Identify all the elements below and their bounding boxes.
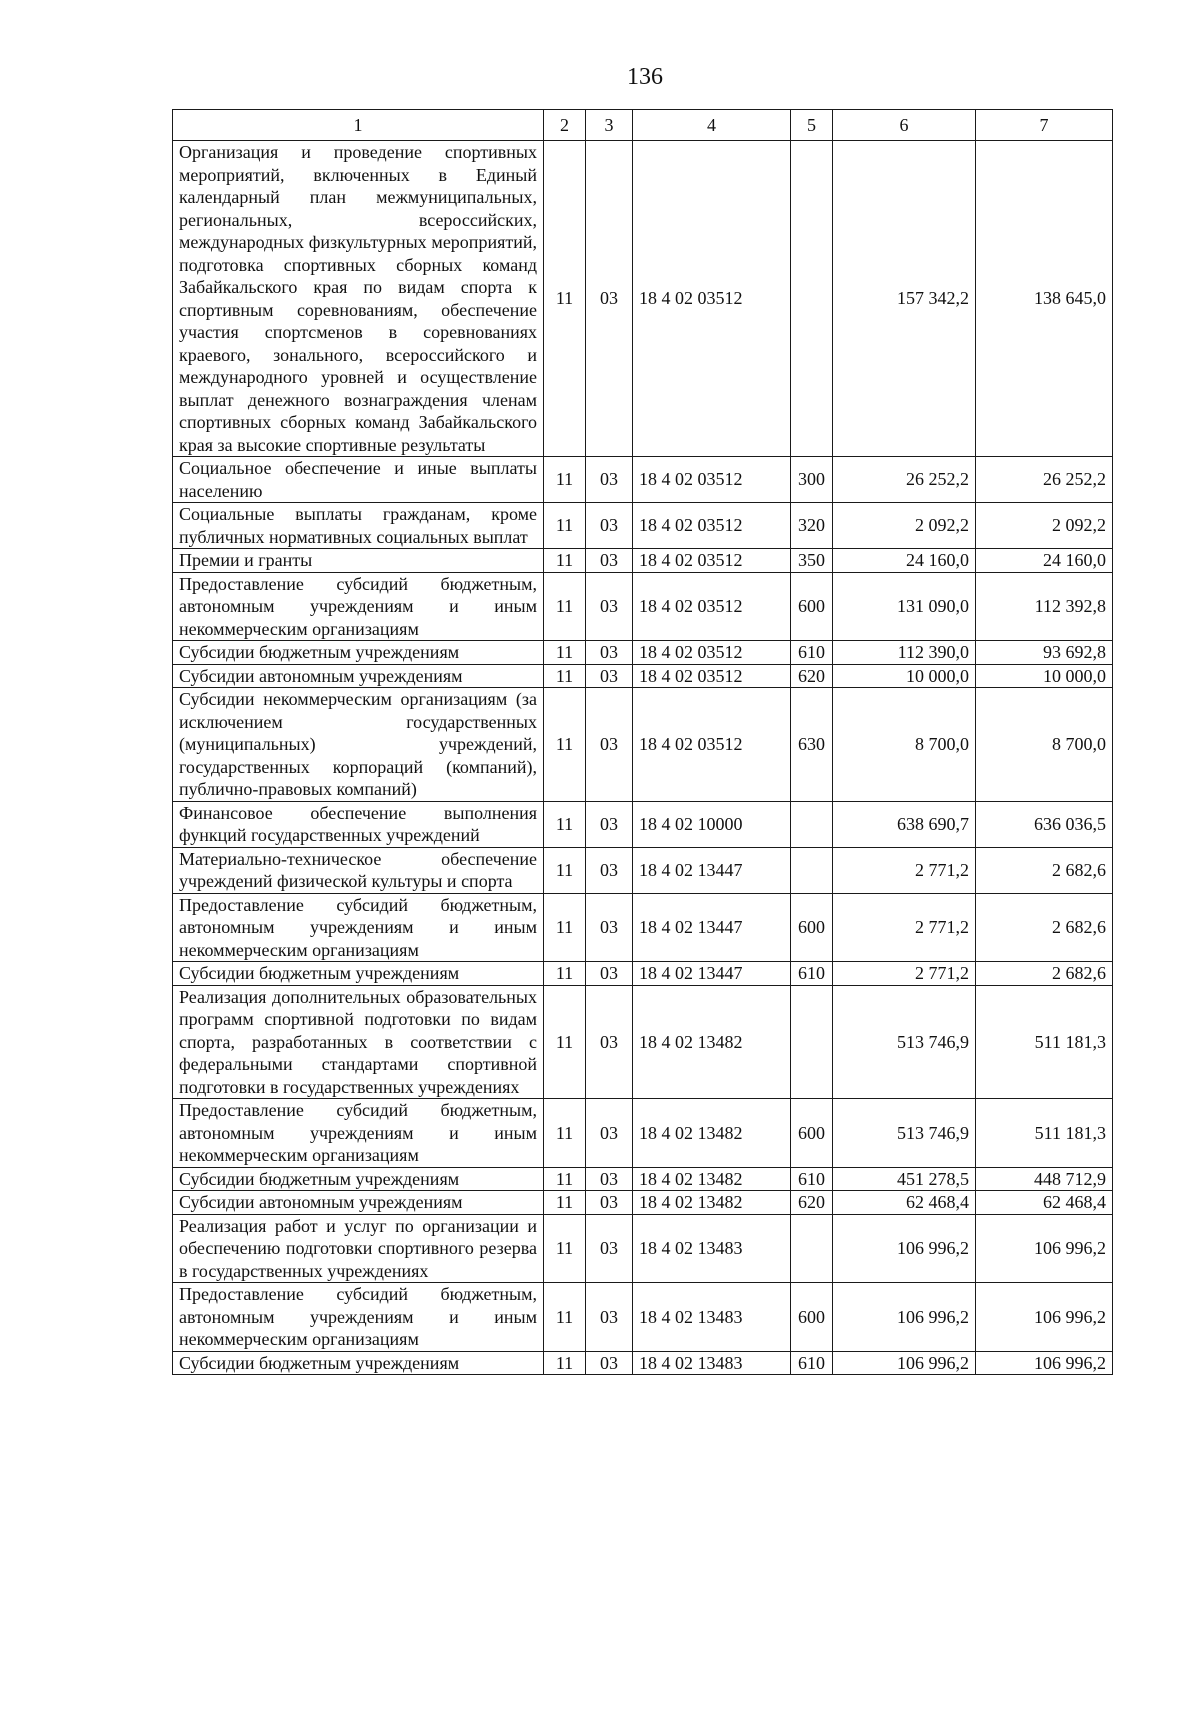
amount-column-6: 106 996,2 <box>833 1214 976 1283</box>
table-body <box>173 141 1113 1375</box>
amount-column-6: 638 690,7 <box>833 801 976 847</box>
section-code: 11 <box>544 847 586 893</box>
target-article-code: 18 4 02 13447 <box>633 962 791 986</box>
expense-type-code: 630 <box>791 688 833 802</box>
amount-column-7: 10 000,0 <box>976 664 1113 688</box>
subsection-code: 03 <box>586 1351 633 1375</box>
expense-name: Субсидии бюджетным учреждениям <box>173 1351 544 1375</box>
amount-column-6: 2 092,2 <box>833 503 976 549</box>
subsection-code: 03 <box>586 572 633 641</box>
amount-column-7: 2 092,2 <box>976 503 1113 549</box>
section-code: 11 <box>544 503 586 549</box>
amount-column-7: 636 036,5 <box>976 801 1113 847</box>
subsection-code: 03 <box>586 641 633 665</box>
expense-name: Предоставление субсидий бюджетным, автономным учреждениям и иным некоммерческим организациям <box>173 572 544 641</box>
amount-column-6: 62 468,4 <box>833 1191 976 1215</box>
column-header: 4 <box>633 110 791 141</box>
table-row <box>173 893 1113 962</box>
expense-name: Субсидии бюджетным учреждениям <box>173 1167 544 1191</box>
column-header: 2 <box>544 110 586 141</box>
expense-name: Организация и проведение спортивных мероприятий, включенных в Единый календарный план межмуниципальных, региональных, всероссийских, международных физкультурных мероприятий, подготовка спортивных сборных команд Забайкальского края по видам спорта к спортивным соревнованиям, обеспечение участия спортсменов в соревнованиях краевого, зонального, всероссийского и международного уровней и осуществление выплат денежного вознаграждения членам спортивных сборных команд Забайкальского края за высокие спортивные результаты <box>173 141 544 457</box>
expense-name: Субсидии бюджетным учреждениям <box>173 641 544 665</box>
amount-column-7: 2 682,6 <box>976 847 1113 893</box>
target-article-code: 18 4 02 13482 <box>633 1191 791 1215</box>
table-row <box>173 688 1113 802</box>
section-code: 11 <box>544 549 586 573</box>
section-code: 11 <box>544 801 586 847</box>
expense-type-code: 610 <box>791 1167 833 1191</box>
expense-type-code: 600 <box>791 572 833 641</box>
subsection-code: 03 <box>586 503 633 549</box>
expense-name: Субсидии некоммерческим организациям (за исключением государственных (муниципальных) учреждений, государственных корпораций (компаний), публично-правовых компаний) <box>173 688 544 802</box>
table-row <box>173 503 1113 549</box>
expense-type-code: 610 <box>791 1351 833 1375</box>
subsection-code: 03 <box>586 985 633 1099</box>
table-row <box>173 457 1113 503</box>
target-article-code: 18 4 02 13483 <box>633 1214 791 1283</box>
expense-name: Социальное обеспечение и иные выплаты населению <box>173 457 544 503</box>
table-row <box>173 1099 1113 1168</box>
amount-column-6: 112 390,0 <box>833 641 976 665</box>
amount-column-6: 513 746,9 <box>833 1099 976 1168</box>
expense-name: Материально-техническое обеспечение учреждений физической культуры и спорта <box>173 847 544 893</box>
expense-name: Предоставление субсидий бюджетным, автономным учреждениям и иным некоммерческим организациям <box>173 1283 544 1352</box>
expense-type-code: 600 <box>791 893 833 962</box>
amount-column-6: 10 000,0 <box>833 664 976 688</box>
table-row <box>173 1191 1113 1215</box>
amount-column-7: 93 692,8 <box>976 641 1113 665</box>
column-header: 5 <box>791 110 833 141</box>
amount-column-7: 511 181,3 <box>976 1099 1113 1168</box>
table-row <box>173 572 1113 641</box>
subsection-code: 03 <box>586 847 633 893</box>
table-header-row <box>173 110 1113 141</box>
expense-type-code <box>791 985 833 1099</box>
section-code: 11 <box>544 688 586 802</box>
amount-column-7: 2 682,6 <box>976 962 1113 986</box>
column-header: 1 <box>173 110 544 141</box>
expense-type-code: 620 <box>791 664 833 688</box>
amount-column-7: 511 181,3 <box>976 985 1113 1099</box>
section-code: 11 <box>544 1167 586 1191</box>
table-row <box>173 1214 1113 1283</box>
amount-column-6: 157 342,2 <box>833 141 976 457</box>
expense-name: Реализация дополнительных образовательных программ спортивной подготовки по видам спорта, разработанных в соответствии с федеральными стандартами спортивной подготовки в государственных учреждениях <box>173 985 544 1099</box>
subsection-code: 03 <box>586 1191 633 1215</box>
target-article-code: 18 4 02 13482 <box>633 1099 791 1168</box>
target-article-code: 18 4 02 03512 <box>633 549 791 573</box>
target-article-code: 18 4 02 03512 <box>633 503 791 549</box>
target-article-code: 18 4 02 13447 <box>633 893 791 962</box>
target-article-code: 18 4 02 13482 <box>633 985 791 1099</box>
subsection-code: 03 <box>586 801 633 847</box>
subsection-code: 03 <box>586 549 633 573</box>
column-header: 6 <box>833 110 976 141</box>
amount-column-6: 131 090,0 <box>833 572 976 641</box>
table-row <box>173 1167 1113 1191</box>
target-article-code: 18 4 02 03512 <box>633 457 791 503</box>
table-row <box>173 1351 1113 1375</box>
subsection-code: 03 <box>586 688 633 802</box>
target-article-code: 18 4 02 13482 <box>633 1167 791 1191</box>
table-row <box>173 549 1113 573</box>
amount-column-6: 2 771,2 <box>833 893 976 962</box>
target-article-code: 18 4 02 03512 <box>633 688 791 802</box>
table-row <box>173 664 1113 688</box>
subsection-code: 03 <box>586 962 633 986</box>
budget-table <box>172 109 1113 1375</box>
amount-column-7: 112 392,8 <box>976 572 1113 641</box>
expense-type-code: 350 <box>791 549 833 573</box>
section-code: 11 <box>544 1351 586 1375</box>
expense-name: Премии и гранты <box>173 549 544 573</box>
expense-name: Финансовое обеспечение выполнения функций государственных учреждений <box>173 801 544 847</box>
amount-column-6: 513 746,9 <box>833 985 976 1099</box>
table-row <box>173 962 1113 986</box>
amount-column-6: 8 700,0 <box>833 688 976 802</box>
target-article-code: 18 4 02 03512 <box>633 141 791 457</box>
subsection-code: 03 <box>586 1214 633 1283</box>
table-row <box>173 141 1113 457</box>
target-article-code: 18 4 02 13483 <box>633 1351 791 1375</box>
subsection-code: 03 <box>586 1283 633 1352</box>
expense-type-code: 610 <box>791 962 833 986</box>
target-article-code: 18 4 02 10000 <box>633 801 791 847</box>
expense-type-code <box>791 141 833 457</box>
amount-column-6: 106 996,2 <box>833 1283 976 1352</box>
subsection-code: 03 <box>586 1099 633 1168</box>
section-code: 11 <box>544 641 586 665</box>
amount-column-6: 26 252,2 <box>833 457 976 503</box>
section-code: 11 <box>544 1214 586 1283</box>
subsection-code: 03 <box>586 1167 633 1191</box>
expense-type-code <box>791 847 833 893</box>
section-code: 11 <box>544 985 586 1099</box>
expense-type-code: 300 <box>791 457 833 503</box>
section-code: 11 <box>544 664 586 688</box>
amount-column-6: 2 771,2 <box>833 847 976 893</box>
expense-type-code <box>791 1214 833 1283</box>
subsection-code: 03 <box>586 664 633 688</box>
table-row <box>173 1283 1113 1352</box>
amount-column-7: 448 712,9 <box>976 1167 1113 1191</box>
section-code: 11 <box>544 1099 586 1168</box>
amount-column-6: 2 771,2 <box>833 962 976 986</box>
subsection-code: 03 <box>586 457 633 503</box>
target-article-code: 18 4 02 13483 <box>633 1283 791 1352</box>
amount-column-7: 138 645,0 <box>976 141 1113 457</box>
expense-name: Реализация работ и услуг по организации и обеспечению подготовки спортивного резерва в государственных учреждениях <box>173 1214 544 1283</box>
amount-column-7: 8 700,0 <box>976 688 1113 802</box>
subsection-code: 03 <box>586 893 633 962</box>
amount-column-7: 62 468,4 <box>976 1191 1113 1215</box>
column-header: 3 <box>586 110 633 141</box>
table-row <box>173 847 1113 893</box>
column-header: 7 <box>976 110 1113 141</box>
table-row <box>173 641 1113 665</box>
section-code: 11 <box>544 1283 586 1352</box>
amount-column-6: 24 160,0 <box>833 549 976 573</box>
amount-column-7: 2 682,6 <box>976 893 1113 962</box>
amount-column-6: 106 996,2 <box>833 1351 976 1375</box>
amount-column-7: 106 996,2 <box>976 1351 1113 1375</box>
target-article-code: 18 4 02 03512 <box>633 572 791 641</box>
amount-column-7: 106 996,2 <box>976 1283 1113 1352</box>
expense-name: Субсидии бюджетным учреждениям <box>173 962 544 986</box>
target-article-code: 18 4 02 03512 <box>633 664 791 688</box>
section-code: 11 <box>544 962 586 986</box>
expense-type-code: 600 <box>791 1283 833 1352</box>
amount-column-7: 24 160,0 <box>976 549 1113 573</box>
expense-type-code: 610 <box>791 641 833 665</box>
expense-type-code: 320 <box>791 503 833 549</box>
section-code: 11 <box>544 457 586 503</box>
amount-column-6: 451 278,5 <box>833 1167 976 1191</box>
amount-column-7: 26 252,2 <box>976 457 1113 503</box>
expense-type-code <box>791 801 833 847</box>
expense-name: Субсидии автономным учреждениям <box>173 664 544 688</box>
section-code: 11 <box>544 893 586 962</box>
section-code: 11 <box>544 141 586 457</box>
table-row <box>173 985 1113 1099</box>
expense-type-code: 620 <box>791 1191 833 1215</box>
section-code: 11 <box>544 572 586 641</box>
expense-name: Субсидии автономным учреждениям <box>173 1191 544 1215</box>
page-number: 136 <box>627 64 663 90</box>
expense-name: Предоставление субсидий бюджетным, автономным учреждениям и иным некоммерческим организациям <box>173 893 544 962</box>
table-row <box>173 801 1113 847</box>
target-article-code: 18 4 02 03512 <box>633 641 791 665</box>
section-code: 11 <box>544 1191 586 1215</box>
expense-name: Предоставление субсидий бюджетным, автономным учреждениям и иным некоммерческим организациям <box>173 1099 544 1168</box>
amount-column-7: 106 996,2 <box>976 1214 1113 1283</box>
subsection-code: 03 <box>586 141 633 457</box>
target-article-code: 18 4 02 13447 <box>633 847 791 893</box>
expense-type-code: 600 <box>791 1099 833 1168</box>
expense-name: Социальные выплаты гражданам, кроме публичных нормативных социальных выплат <box>173 503 544 549</box>
